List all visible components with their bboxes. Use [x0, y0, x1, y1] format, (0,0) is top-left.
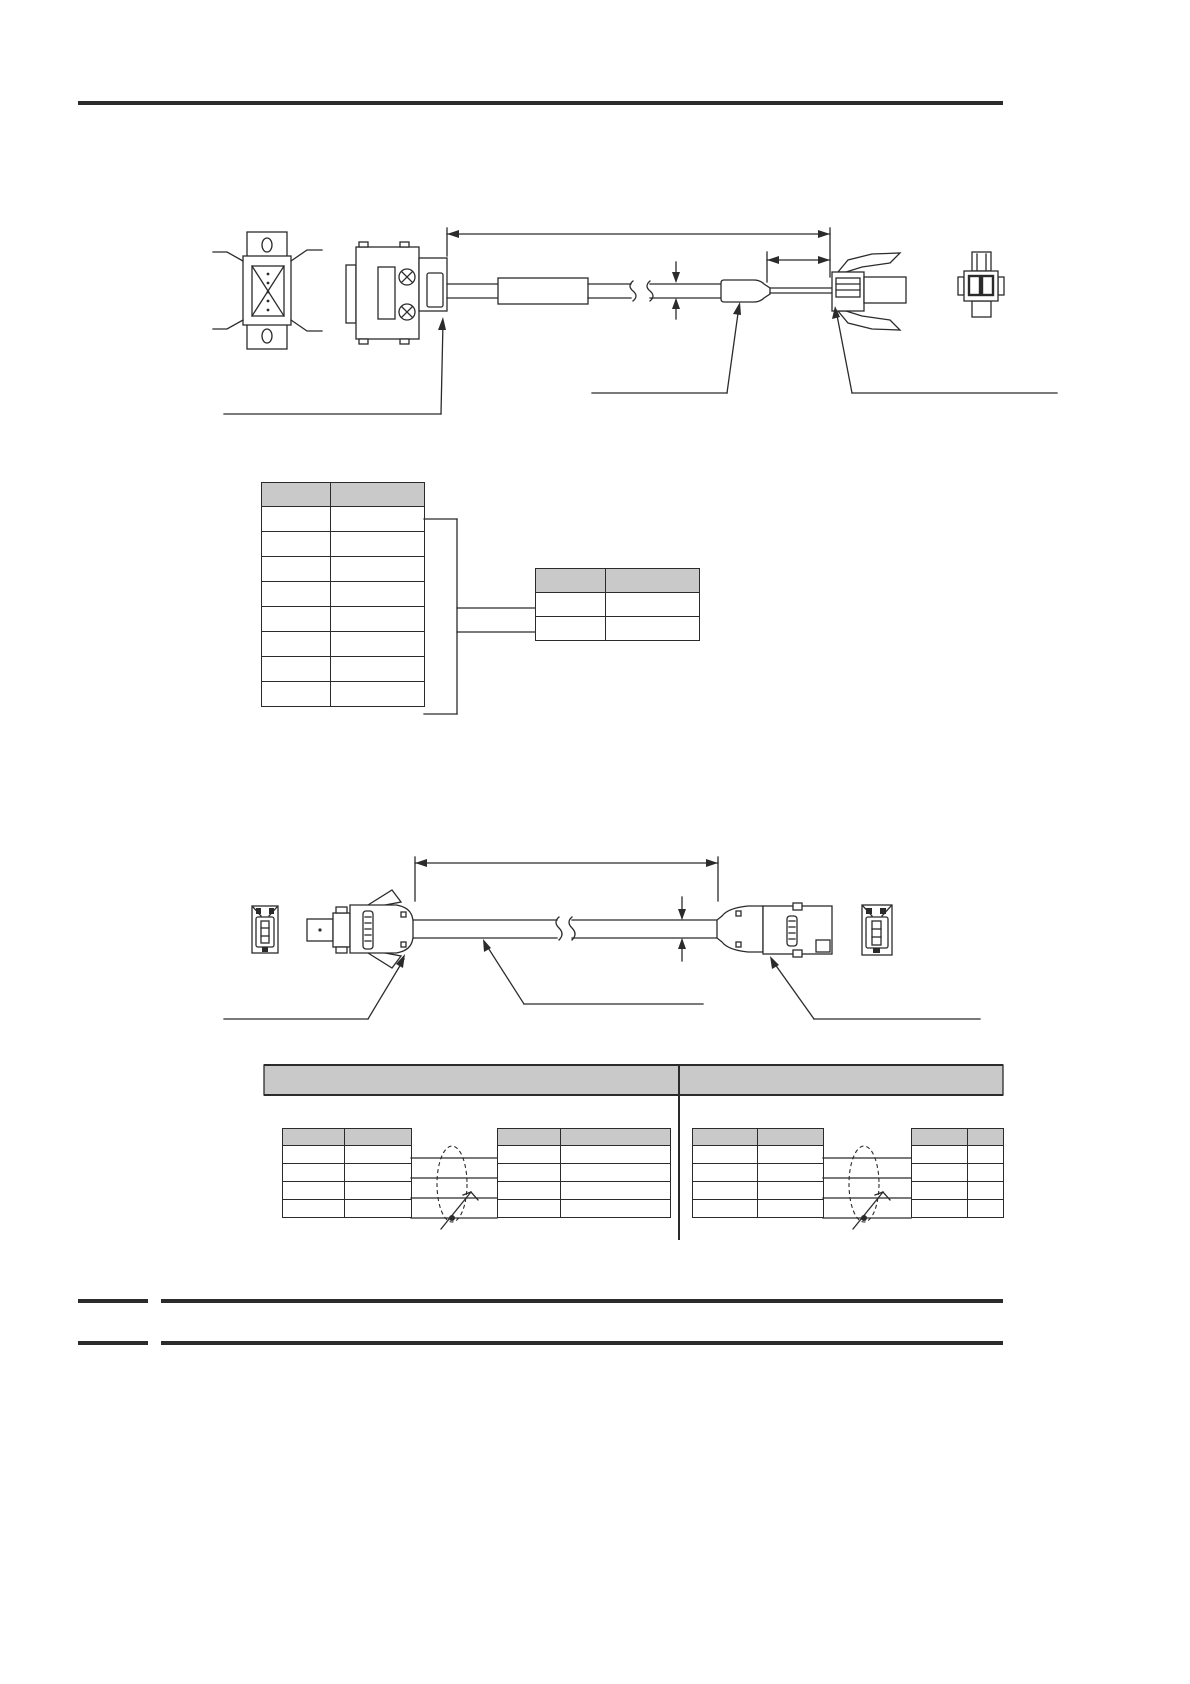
shield-circuit-right — [823, 1146, 911, 1229]
table-header-cell — [331, 483, 425, 507]
table-cell — [693, 1182, 758, 1200]
table-row — [536, 617, 700, 641]
table-row — [693, 1182, 824, 1200]
plug-connector-side-view — [832, 253, 906, 330]
right-half-from-pin-table — [692, 1128, 824, 1218]
table-cell — [262, 607, 331, 632]
table-cell — [561, 1200, 671, 1218]
dimension-cable-diameter-2 — [678, 897, 686, 961]
table-row — [262, 657, 425, 682]
dsub-housing-side-view — [346, 242, 447, 344]
table-cell — [498, 1164, 561, 1182]
table-cell — [912, 1200, 968, 1218]
table-cell — [758, 1200, 824, 1218]
table-cell — [968, 1182, 1004, 1200]
housing-screw-top — [399, 269, 415, 285]
table-header-row — [498, 1129, 671, 1146]
table-cell — [968, 1200, 1004, 1218]
dimension-overall-length-2 — [415, 857, 718, 901]
table-cell — [912, 1146, 968, 1164]
left-half-from-pin-table — [282, 1128, 412, 1218]
table-cell — [561, 1182, 671, 1200]
table-row — [498, 1182, 671, 1200]
left-plug-side-view — [307, 890, 413, 968]
table-header-cell — [693, 1129, 758, 1146]
table-cell — [561, 1146, 671, 1164]
housing-screw-bottom — [399, 304, 415, 320]
table-cell — [283, 1200, 345, 1218]
table-header-row — [536, 569, 700, 593]
top-section-rule — [78, 101, 1003, 105]
table-cell — [345, 1200, 412, 1218]
table-header-row — [912, 1129, 1004, 1146]
dimension-cable-diameter — [672, 262, 680, 319]
table-cell — [262, 582, 331, 607]
table-row — [283, 1146, 412, 1164]
table-cell — [912, 1164, 968, 1182]
table-row — [283, 1164, 412, 1182]
table-cell — [606, 617, 700, 641]
table-row — [498, 1200, 671, 1218]
table-cell — [262, 632, 331, 657]
table-header-cell — [561, 1129, 671, 1146]
table-cell — [262, 532, 331, 557]
table-header-cell — [912, 1129, 968, 1146]
table-cell — [606, 593, 700, 617]
table-cell — [536, 617, 606, 641]
table-cell — [331, 532, 425, 557]
table-row — [262, 632, 425, 657]
table-cell — [912, 1182, 968, 1200]
table-header-cell — [968, 1129, 1004, 1146]
table-connector-bracket — [424, 519, 535, 714]
footer-rule-2-right — [161, 1341, 1003, 1345]
dsub-front-view — [213, 232, 322, 349]
cable-1394 — [413, 917, 717, 940]
table-cell — [262, 682, 331, 707]
table-cell — [262, 507, 331, 532]
table-cell — [693, 1164, 758, 1182]
table-cell — [331, 582, 425, 607]
table-header-row — [262, 483, 425, 507]
table-header-cell — [498, 1129, 561, 1146]
crimp-terminal — [958, 252, 1004, 317]
table-row — [283, 1182, 412, 1200]
leader-left-plug-label — [224, 954, 405, 1019]
table-header-row — [693, 1129, 824, 1146]
table-row — [262, 507, 425, 532]
table-row — [262, 607, 425, 632]
table-cell — [345, 1146, 412, 1164]
table-row — [498, 1164, 671, 1182]
table-header-cell — [758, 1129, 824, 1146]
leader-sleeve-label — [592, 302, 741, 393]
wire-sleeve — [721, 280, 832, 302]
table-row — [912, 1164, 1004, 1182]
table-cell — [283, 1164, 345, 1182]
cable-break-left — [556, 917, 562, 940]
table-header-cell — [262, 483, 331, 507]
table-row — [262, 582, 425, 607]
table-cell — [283, 1146, 345, 1164]
table-cell — [968, 1164, 1004, 1182]
table-cell — [345, 1182, 412, 1200]
table-cell — [758, 1146, 824, 1164]
dimension-overall-length — [447, 228, 830, 277]
table-row — [536, 593, 700, 617]
table-cell — [498, 1200, 561, 1218]
cable-with-ferrite — [447, 278, 724, 304]
table-cell — [498, 1146, 561, 1164]
table-cell — [498, 1182, 561, 1200]
table-cell — [693, 1200, 758, 1218]
left-half-to-pin-table — [497, 1128, 671, 1218]
table-cell — [331, 657, 425, 682]
right-connector-front-view — [862, 905, 892, 955]
table-header-cell — [283, 1129, 345, 1146]
diagram-dsub-cable — [213, 228, 1057, 414]
table-row — [262, 682, 425, 707]
dimension-end-section — [767, 252, 830, 282]
footer-rule-1-left — [78, 1299, 148, 1303]
table-row — [262, 557, 425, 582]
table-header-cell — [606, 569, 700, 593]
mapped-signal-table — [535, 568, 700, 641]
table-cell — [758, 1164, 824, 1182]
table-header-cell — [536, 569, 606, 593]
table-row — [912, 1182, 1004, 1200]
table-cell — [331, 607, 425, 632]
table-row — [283, 1200, 412, 1218]
right-half-to-pin-table — [911, 1128, 1004, 1218]
table-cell — [283, 1182, 345, 1200]
connector-pin-table — [261, 482, 425, 707]
table-cell — [262, 557, 331, 582]
table-cell — [331, 682, 425, 707]
table-cell — [968, 1146, 1004, 1164]
leader-cable-label — [483, 939, 703, 1004]
table-row — [693, 1146, 824, 1164]
table-cell — [331, 507, 425, 532]
diagram-1394-cable — [224, 857, 980, 1019]
table-cell — [331, 557, 425, 582]
footer-rule-1-right — [161, 1299, 1003, 1303]
table-header-cell — [345, 1129, 412, 1146]
table-row — [912, 1200, 1004, 1218]
table-header-row — [283, 1129, 412, 1146]
table-cell — [331, 632, 425, 657]
table-cell — [345, 1164, 412, 1182]
table-row — [693, 1164, 824, 1182]
table-cell — [262, 657, 331, 682]
footer-rules — [78, 1299, 1003, 1345]
table-row — [912, 1146, 1004, 1164]
shield-circuit-left — [411, 1146, 497, 1229]
table-cell — [536, 593, 606, 617]
table-row — [262, 532, 425, 557]
table-cell — [758, 1182, 824, 1200]
leader-right-plug-label — [770, 956, 980, 1019]
table-cell — [693, 1146, 758, 1164]
table-row — [693, 1200, 824, 1218]
table-cell — [561, 1164, 671, 1182]
table-row — [498, 1146, 671, 1164]
right-plug-side-view — [717, 903, 832, 957]
footer-rule-2-left — [78, 1341, 148, 1345]
left-connector-front-view — [252, 906, 278, 953]
